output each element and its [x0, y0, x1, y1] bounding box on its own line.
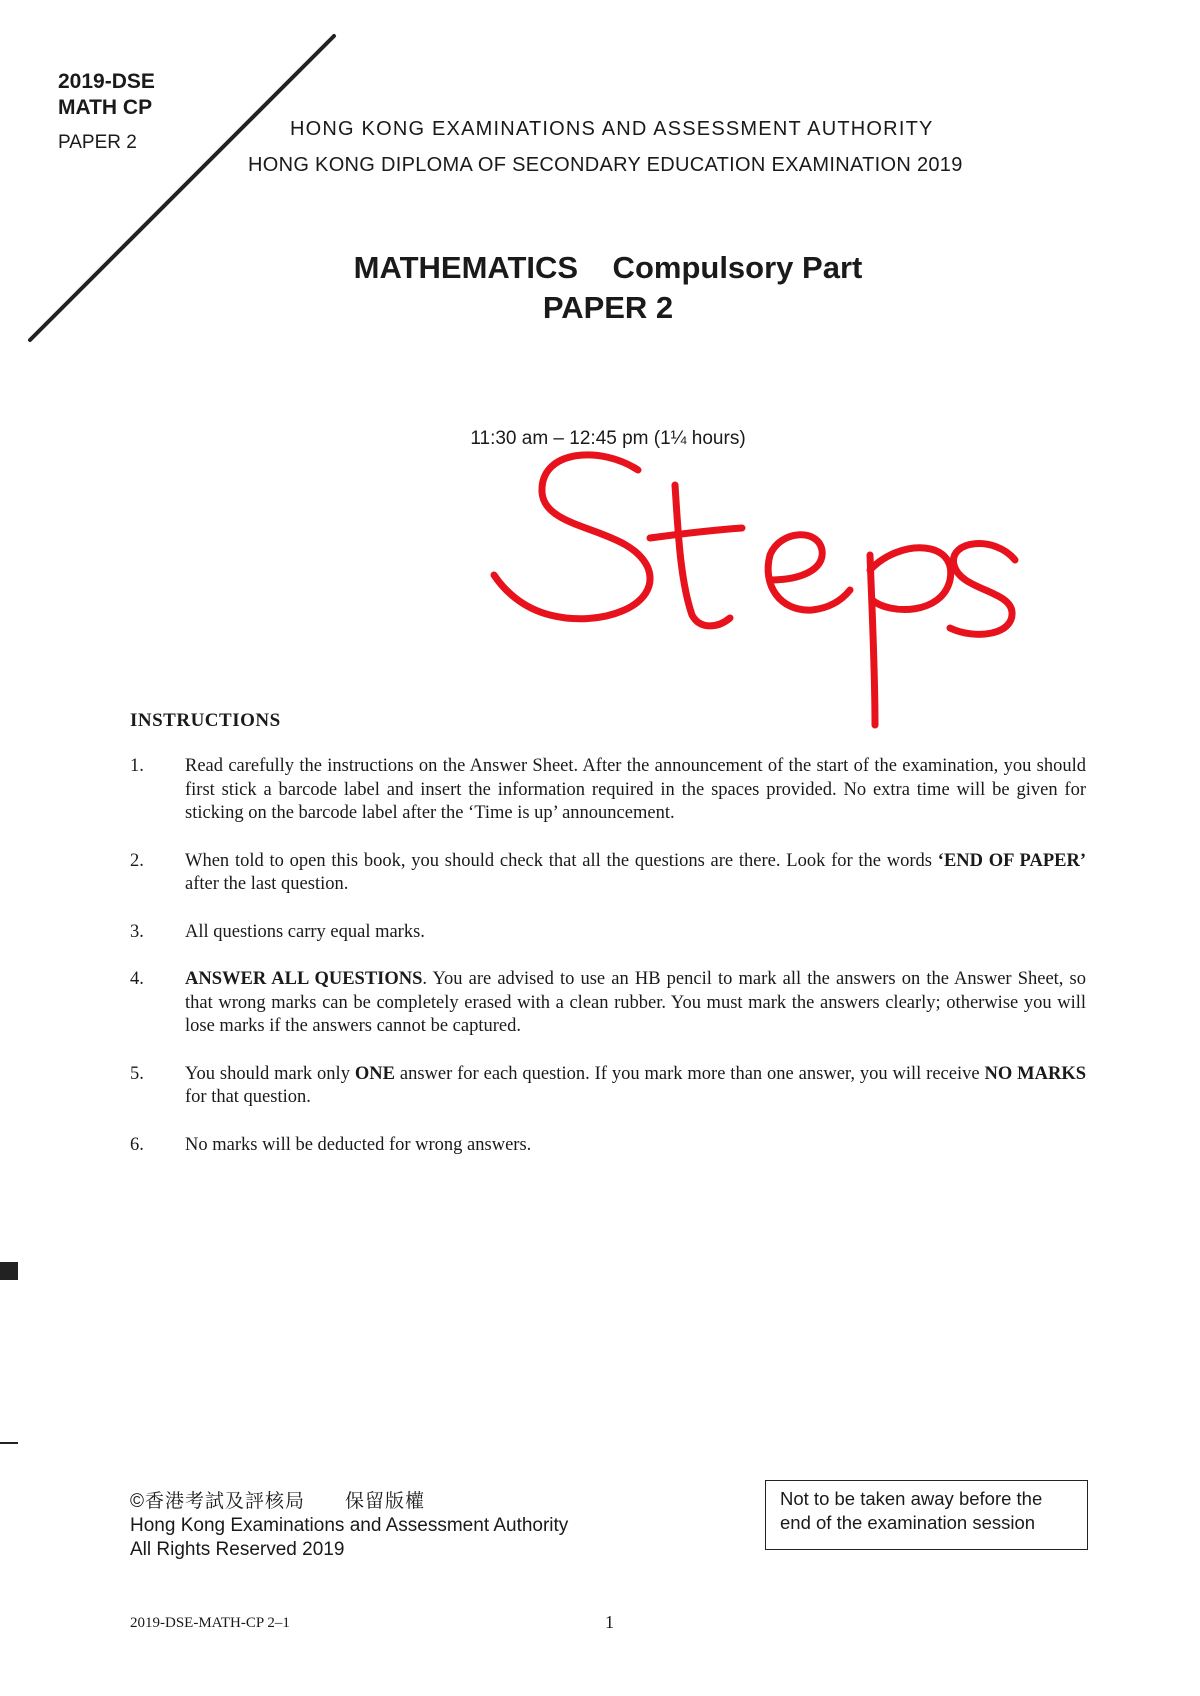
scan-mark: [0, 1262, 18, 1280]
list-item: [130, 755, 1086, 826]
corner-paper-code: 2019-DSE: [58, 70, 155, 93]
list-item: [130, 850, 1086, 897]
copyright-rights: All Rights Reserved 2019: [130, 1539, 345, 1560]
subject-title: MATHEMATICS Compulsory Part: [353, 250, 863, 285]
item-text: All questions carry equal marks.: [185, 921, 425, 942]
notice-line: end of the examination session: [780, 1512, 1036, 1533]
copyright-chinese: ©香港考試及評核局 保留版權: [130, 1491, 426, 1512]
item-number: 2.: [130, 850, 144, 871]
handwritten-annotation: [480, 440, 1020, 740]
notice-box: [765, 1480, 1088, 1550]
item-number: 5.: [130, 1063, 144, 1084]
item-text: When told to open this book, you should check that all the questions are there. Look for the words ‘END OF PAPER’ after the last question.: [185, 850, 1086, 894]
copyright-block: [130, 1490, 568, 1562]
item-number: 3.: [130, 921, 144, 942]
corner-subject-code: MATH CP: [58, 96, 153, 119]
list-item: [130, 1063, 1086, 1110]
copyright-owner: Hong Kong Examinations and Assessment Authority: [130, 1515, 569, 1536]
instructions-heading: INSTRUCTIONS: [130, 710, 281, 731]
item-number: 6.: [130, 1134, 144, 1155]
item-text: You should mark only ONE answer for each question. If you mark more than one answer, you will receive NO MARKS for that question.: [185, 1063, 1086, 1107]
exam-heading: HONG KONG DIPLOMA OF SECONDARY EDUCATION EXAMINATION 2019: [248, 154, 963, 176]
page-number: 1: [605, 1612, 614, 1632]
item-text: ANSWER ALL QUESTIONS. You are advised to use an HB pencil to mark all the answers on the Answer Sheet, so that wrong marks can be completely erased with a clean rubber. You must mark the answers clearly; otherwise you will lose marks if the answers cannot be captured.: [185, 969, 1086, 1036]
authority-heading: HONG KONG EXAMINATIONS AND ASSESSMENT AUTHORITY: [290, 118, 934, 140]
list-item: [130, 1134, 1086, 1158]
paper-title: PAPER 2: [542, 290, 674, 325]
item-text: No marks will be deducted for wrong answers.: [185, 1134, 532, 1155]
scan-mark: [0, 1442, 18, 1444]
footer-paper-code: 2019-DSE-MATH-CP 2–1: [130, 1615, 290, 1631]
list-item: [130, 968, 1086, 1039]
item-number: 4.: [130, 969, 144, 989]
notice-line: Not to be taken away before the: [780, 1488, 1043, 1509]
item-text: Read carefully the instructions on the Answer Sheet. After the announcement of the start of the examination, you should first stick a barcode label and insert the information required in the spaces provided. No extra time will be given for sticking on the barcode label after the ‘Time is up’ announcement.: [185, 756, 1086, 823]
corner-paper-number: PAPER 2: [58, 132, 137, 153]
instructions-list: [130, 755, 1086, 1181]
list-item: [130, 921, 1086, 945]
item-number: 1.: [130, 756, 144, 776]
exam-time: 11:30 am – 12:45 pm (1¼ hours): [470, 428, 746, 449]
